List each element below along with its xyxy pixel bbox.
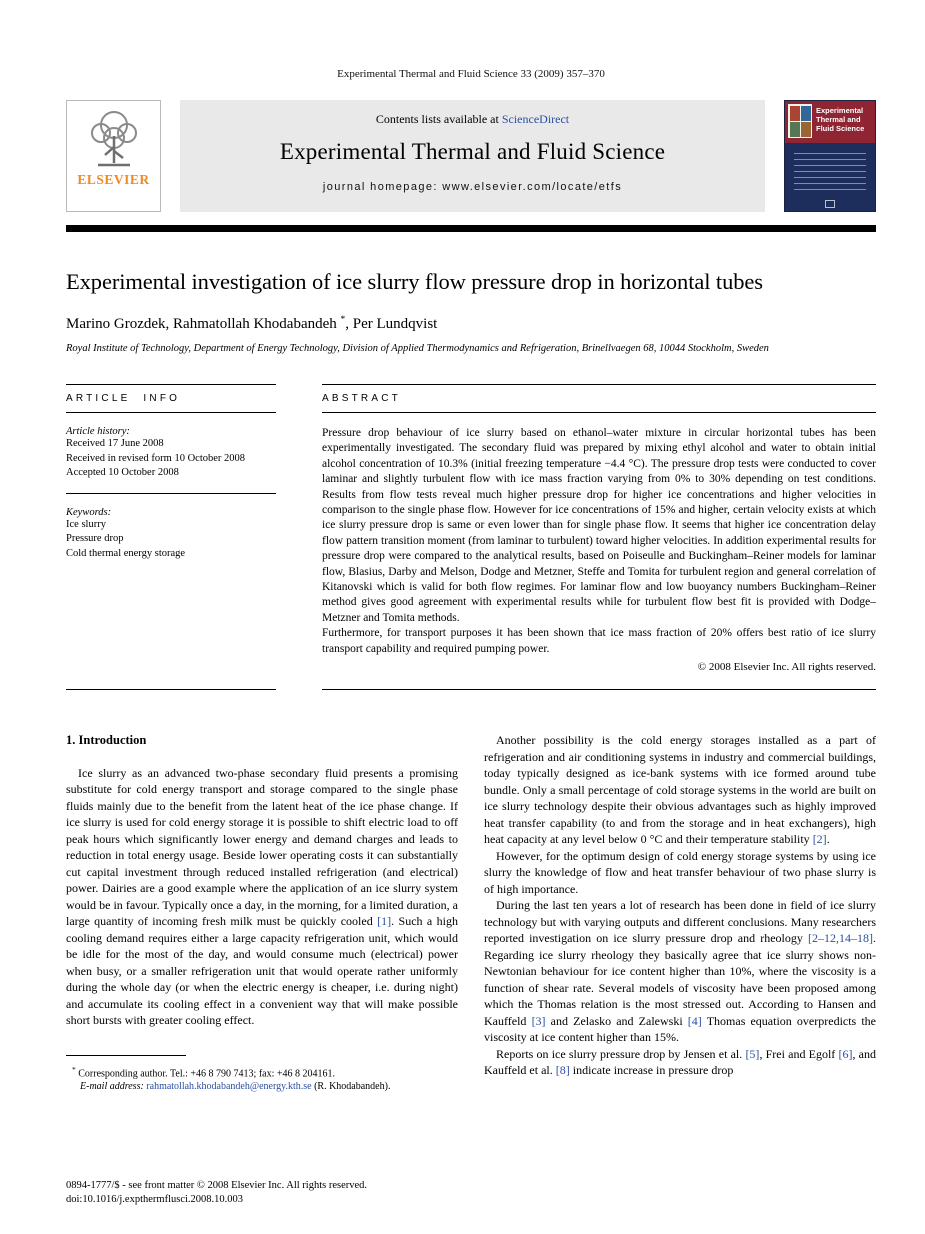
citation-link[interactable]: [3] [531, 1013, 546, 1028]
body-column-right [484, 732, 876, 1094]
citation-link[interactable]: [8] [555, 1063, 570, 1078]
imprint-block [66, 1179, 367, 1206]
cover-publisher-mark [825, 200, 835, 208]
contents-line [180, 112, 765, 127]
cover-header [785, 101, 875, 143]
text-segment: . [826, 832, 830, 847]
intro-paragraph [484, 732, 876, 848]
info-divider-rule [66, 493, 276, 494]
text-segment: Thomas equation overpredicts the viscosity at ice content higher than 15%. [484, 1013, 877, 1045]
journal-homepage-link[interactable]: journal homepage: www.elsevier.com/locate/etfs [322, 181, 623, 193]
text-segment: (R. Khodabandeh). [311, 1081, 391, 1093]
history-line: Received 17 June 2008 [66, 438, 164, 449]
sciencedirect-link[interactable]: ScienceDirect [501, 112, 570, 126]
citation-link[interactable]: [5] [745, 1046, 760, 1061]
abstract-paragraph: Furthermore, for transport purposes it has been shown that ice mass fraction of 20% offers best ratio of ice slurry transport capability and required pumping power. [322, 627, 876, 655]
history-line: Accepted 10 October 2008 [66, 467, 179, 478]
history-line: Received in revised form 10 October 2008 [66, 452, 246, 464]
article-info-heading: ARTICLE INFO [66, 385, 276, 413]
intro-paragraph [484, 1046, 876, 1079]
citation-link[interactable]: [1] [377, 914, 392, 929]
email-link[interactable]: rahmatollah.khodabandeh@energy.kth.se [146, 1081, 312, 1093]
banner-journal-title: Experimental Thermal and Fluid Science [279, 139, 666, 164]
article-history-label: Article history: [66, 426, 130, 437]
article-body [66, 732, 876, 1094]
keywords-label: Keywords: [66, 506, 112, 518]
text-segment: * [72, 1064, 76, 1074]
issn-line: 0894-1777/$ - see front matter © 2008 Elsevier Inc. All rights reserved. [66, 1180, 368, 1191]
journal-reference: Experimental Thermal and Fluid Science 33 (2009) 357–370 [337, 68, 605, 80]
paper-title: Experimental investigation of ice slurry flow pressure drop in horizontal tubes [66, 269, 763, 294]
cover-title: Experimental Thermal and Fluid Science [816, 106, 865, 133]
elsevier-logo [66, 100, 161, 212]
text-segment: Corresponding author. Tel.: +46 8 790 7413; fax: +46 8 204161. [75, 1067, 336, 1079]
text-segment: Ice slurry as an advanced two-phase secondary fluid presents a promising substitute for cold energy transport and storage compared to the single phase fluids mainly due to the benefit from the latent heat of the ice phase change. If ice slurry is used for cold energy storage it is possible to shift electric load to off peak hours which significantly lower energy and demand charges and leads to reduction in total energy usage. Beside lower operating costs it can substantially cut capital investment through reduced installed refrigeration (and electrical) power. Dairies are a good example where the application of an ice slurry system would be in favour. Typically once a day, in the morning, for a limited duration, a large quantity of incoming fresh milk must be quickly cooled [66, 765, 458, 929]
intro-paragraph [484, 848, 876, 898]
doi-line: doi:10.1016/j.expthermflusci.2008.10.003 [66, 1193, 244, 1205]
citation-link[interactable]: [2–12,14–18] [808, 931, 873, 946]
journal-banner [66, 100, 876, 212]
authors-rest: , Per Lundqvist [345, 316, 438, 332]
abstract-section [322, 384, 876, 690]
affiliation: Royal Institute of Technology, Department of Energy Technology, Division of Applied Thermodynamics and Refrigeration, Brinellvaegen 68, 10044 Stockholm, Sweden [66, 343, 769, 354]
intro-paragraph [66, 765, 458, 1029]
footnote-block [66, 1055, 458, 1094]
text-segment: Reports on ice slurry pressure drop by Jensen et al. [496, 1046, 746, 1061]
cover-photos [788, 104, 812, 138]
text-segment: , and Kauffeld et al. [484, 1046, 876, 1078]
text-segment: E-mail address: [80, 1081, 147, 1093]
authors-main: Marino Grozdek, Rahmatollah Khodabandeh [66, 316, 337, 332]
text-segment: However, for the optimum design of cold energy storage systems by using ice slurry the knowledge of flow and heat transfer behaviour of two phase slurry is of high importance. [484, 848, 876, 896]
text-segment: , Frei and Egolf [759, 1046, 839, 1061]
text-segment: and Zelasko and Zalewski [545, 1013, 688, 1028]
keyword-item: Cold thermal energy storage [66, 547, 186, 559]
intro-paragraph [484, 897, 876, 1046]
authors-line [66, 315, 876, 333]
footnote-rule [66, 1055, 186, 1056]
keyword-item: Ice slurry [66, 518, 106, 530]
text-segment: . Regarding ice slurry rheology they basically agree that ice slurry shows non-Newtonian behaviour for ice content higher than 10%, where the viscosity is a function of shear rate. Several models of viscosity have been proposed among which the Thomas relation is the most stressed out. According to Hansen and Kauffeld [484, 931, 876, 1028]
citation-link[interactable]: [2] [812, 832, 827, 847]
corresponding-author-note [66, 1063, 458, 1081]
meta-row [66, 384, 876, 690]
keyword-item: Pressure drop [66, 533, 124, 544]
elsevier-tree-icon [84, 106, 144, 170]
text-segment: During the last ten years a lot of research has been done in field of ice slurry technology but with varying outputs and different conclusions. Many researchers reported investigation on ice slurry pressure drop and rheology [484, 898, 876, 946]
cover-contents-lines [794, 153, 866, 195]
divider-bar [66, 225, 876, 232]
banner-center [180, 100, 765, 212]
email-address-line [66, 1080, 458, 1094]
citation-link[interactable]: [4] [687, 1013, 702, 1028]
text-segment: indicate increase in pressure drop [569, 1063, 734, 1078]
copyright-line: © 2008 Elsevier Inc. All rights reserved. [697, 661, 876, 674]
elsevier-wordmark: ELSEVIER [77, 172, 150, 187]
section-heading-introduction: 1. Introduction [66, 733, 147, 748]
abstract-paragraph: Pressure drop behaviour of ice slurry based on ethanol–water mixture in circular horizontal tubes has been experimentally investigated. The secondary fluid was prepared by mixing ethyl alcohol and water to obtain initial alcohol concentration of 10.3% (initial freezing temperature −4.4 °C). The pressure drop tests were conducted to cover laminar and slightly turbulent flow with ice mass fraction varying from 0% to 30% depending on test conditions. Results from flow tests reveal much higher pressure drop for higher ice concentrations and higher velocities in comparison to the single phase flow. However for ice concentrations of 15% and higher, certain velocity exists at which ice slurry pressure drop is same or even lower than for single phase flow. It seems that higher ice concentration delay flow pattern transition moment (from laminar to turbulent) toward higher velocities. In addition experimental results for pressure drop were compared to the analytical results, based on Poiseulle and Buckingham–Reiner models for laminar flow, Blasius, Darby and Melson, Dodge and Metzner, Steffe and Tomita for turbulent region and general correlation of Kitanovski which is valid for both flow regimes. For laminar flow and low buoyancy numbers Buckingham–Reiner method gives good agreement with experimental results while for turbulent flow best fit is provided with Dodge–Metzner and Tomita methods. [322, 427, 876, 624]
article-info-section [66, 384, 276, 690]
text-segment: Another possibility is the cold energy storages installed as a part of refrigeration and air conditioning systems in industry and commercial buildings, today typically designed as ice-bank systems with ice formed around tube bundle. Only a small percentage of cold storage systems in the world are built on ice slurry technology despite their obvious advantages such as highly improved heat transfer capability (to and from the storage and in heat exchangers), high heat capacity at any level below 0 °C and their temperature stability [484, 733, 876, 847]
contents-line-prefix: Contents lists available at [375, 112, 502, 126]
journal-cover-thumbnail [784, 100, 876, 212]
corresponding-author-asterisk[interactable]: * [340, 315, 346, 325]
body-column-left [66, 732, 458, 1094]
text-segment: . Such a high cooling demand requires either a large capacity refrigeration unit, which would be idle for the most of the day, and would consume much (electrical) power when busy, or a smaller refrigeration unit that would operate rather uniformly during the whole day (or when the electric energy is cheaper, i.e. during night) and accumulate its cooling effect in a convenient way that will make possible short bursts with greater cooling effect. [66, 914, 458, 1028]
citation-link[interactable]: [6] [838, 1046, 853, 1061]
abstract-heading: ABSTRACT [322, 385, 876, 413]
